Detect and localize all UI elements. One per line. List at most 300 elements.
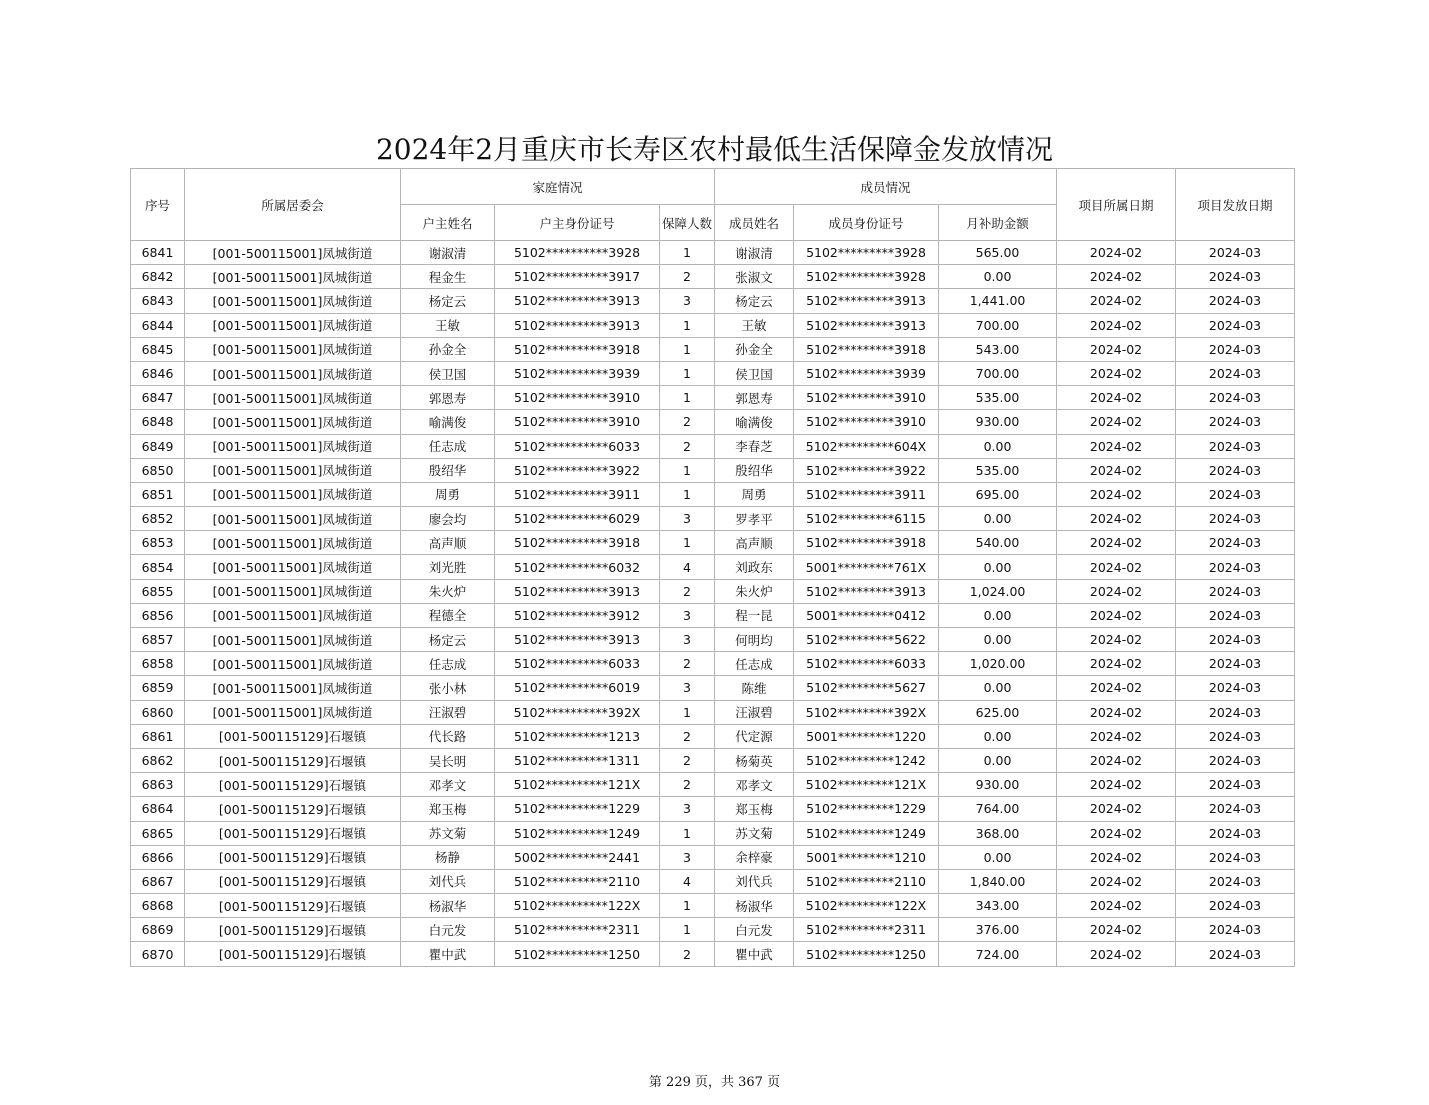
member-name-cell: 侯卫国: [715, 361, 794, 385]
table-row: [131, 458, 1295, 482]
project-date-cell: 2024-02: [1057, 603, 1176, 627]
issue-date-cell: 2024-03: [1176, 241, 1295, 265]
head-id-cell: 5102**********3910: [495, 386, 660, 410]
committee-cell: [001-500115129]石堰镇: [185, 821, 401, 845]
issue-date-cell: 2024-03: [1176, 410, 1295, 434]
head-id-cell: 5102**********3910: [495, 410, 660, 434]
member-id-cell: 5102*********3910: [794, 386, 939, 410]
member-name-cell: 邓孝文: [715, 773, 794, 797]
member-name-cell: 谢淑清: [715, 241, 794, 265]
issue-date-cell: 2024-03: [1176, 434, 1295, 458]
head-name-cell: 郭恩寿: [401, 386, 495, 410]
table-row: [131, 289, 1295, 313]
project-date-cell: 2024-02: [1057, 676, 1176, 700]
head-name-cell: 任志成: [401, 652, 495, 676]
head-name-cell: 朱火炉: [401, 579, 495, 603]
header-insured-count: 保障人数: [660, 205, 715, 241]
table-row: [131, 603, 1295, 627]
head-name-cell: 周勇: [401, 482, 495, 506]
issue-date-cell: 2024-03: [1176, 265, 1295, 289]
seq-cell: 6854: [131, 555, 185, 579]
head-name-cell: 孙金全: [401, 337, 495, 361]
table-row: [131, 628, 1295, 652]
issue-date-cell: 2024-03: [1176, 386, 1295, 410]
seq-cell: 6865: [131, 821, 185, 845]
committee-cell: [001-500115001]凤城街道: [185, 700, 401, 724]
committee-cell: [001-500115001]凤城街道: [185, 555, 401, 579]
insured-count-cell: 1: [660, 821, 715, 845]
insured-count-cell: 1: [660, 313, 715, 337]
member-name-cell: 王敏: [715, 313, 794, 337]
monthly-amount-cell: 535.00: [939, 458, 1057, 482]
project-date-cell: 2024-02: [1057, 361, 1176, 385]
issue-date-cell: 2024-03: [1176, 894, 1295, 918]
project-date-cell: 2024-02: [1057, 579, 1176, 603]
head-id-cell: 5102**********3928: [495, 241, 660, 265]
head-name-cell: 刘光胜: [401, 555, 495, 579]
member-id-cell: 5102*********3928: [794, 265, 939, 289]
monthly-amount-cell: 0.00: [939, 265, 1057, 289]
member-name-cell: 郭恩寿: [715, 386, 794, 410]
monthly-amount-cell: 0.00: [939, 507, 1057, 531]
project-date-cell: 2024-02: [1057, 700, 1176, 724]
head-id-cell: 5102**********6032: [495, 555, 660, 579]
project-date-cell: 2024-02: [1057, 410, 1176, 434]
seq-cell: 6842: [131, 265, 185, 289]
head-id-cell: 5102**********3922: [495, 458, 660, 482]
insured-count-cell: 1: [660, 386, 715, 410]
project-date-cell: 2024-02: [1057, 531, 1176, 555]
member-name-cell: 刘政东: [715, 555, 794, 579]
member-name-cell: 喻满俊: [715, 410, 794, 434]
insured-count-cell: 2: [660, 942, 715, 966]
head-id-cell: 5102**********122X: [495, 894, 660, 918]
member-name-cell: 罗孝平: [715, 507, 794, 531]
head-name-cell: 高声顺: [401, 531, 495, 555]
member-name-cell: 殷绍华: [715, 458, 794, 482]
committee-cell: [001-500115001]凤城街道: [185, 313, 401, 337]
head-id-cell: 5102**********6033: [495, 652, 660, 676]
issue-date-cell: 2024-03: [1176, 361, 1295, 385]
head-name-cell: 殷绍华: [401, 458, 495, 482]
head-name-cell: 任志成: [401, 434, 495, 458]
issue-date-cell: 2024-03: [1176, 869, 1295, 893]
committee-cell: [001-500115001]凤城街道: [185, 434, 401, 458]
issue-date-cell: 2024-03: [1176, 918, 1295, 942]
seq-cell: 6870: [131, 942, 185, 966]
issue-date-cell: 2024-03: [1176, 313, 1295, 337]
seq-cell: 6852: [131, 507, 185, 531]
issue-date-cell: 2024-03: [1176, 773, 1295, 797]
project-date-cell: 2024-02: [1057, 894, 1176, 918]
project-date-cell: 2024-02: [1057, 555, 1176, 579]
member-id-cell: 5102*********1250: [794, 942, 939, 966]
table-body: [131, 241, 1295, 967]
member-id-cell: 5001*********1210: [794, 845, 939, 869]
table-row: [131, 555, 1295, 579]
header-family-group: 家庭情况: [401, 169, 715, 205]
issue-date-cell: 2024-03: [1176, 748, 1295, 772]
insured-count-cell: 3: [660, 289, 715, 313]
committee-cell: [001-500115129]石堰镇: [185, 773, 401, 797]
table-row: [131, 579, 1295, 603]
member-id-cell: 5102*********1249: [794, 821, 939, 845]
member-id-cell: 5102*********3910: [794, 410, 939, 434]
issue-date-cell: 2024-03: [1176, 289, 1295, 313]
project-date-cell: 2024-02: [1057, 652, 1176, 676]
project-date-cell: 2024-02: [1057, 797, 1176, 821]
head-id-cell: 5102**********3913: [495, 289, 660, 313]
table-row: [131, 337, 1295, 361]
issue-date-cell: 2024-03: [1176, 821, 1295, 845]
head-name-cell: 杨定云: [401, 628, 495, 652]
member-name-cell: 苏文菊: [715, 821, 794, 845]
table-row: [131, 748, 1295, 772]
head-name-cell: 侯卫国: [401, 361, 495, 385]
insured-count-cell: 1: [660, 241, 715, 265]
committee-cell: [001-500115001]凤城街道: [185, 410, 401, 434]
committee-cell: [001-500115129]石堰镇: [185, 918, 401, 942]
issue-date-cell: 2024-03: [1176, 531, 1295, 555]
head-id-cell: 5102**********1213: [495, 724, 660, 748]
head-id-cell: 5102**********3918: [495, 531, 660, 555]
project-date-cell: 2024-02: [1057, 748, 1176, 772]
issue-date-cell: 2024-03: [1176, 700, 1295, 724]
monthly-amount-cell: 565.00: [939, 241, 1057, 265]
committee-cell: [001-500115001]凤城街道: [185, 265, 401, 289]
committee-cell: [001-500115129]石堰镇: [185, 894, 401, 918]
monthly-amount-cell: 0.00: [939, 628, 1057, 652]
member-id-cell: 5102*********5627: [794, 676, 939, 700]
monthly-amount-cell: 343.00: [939, 894, 1057, 918]
issue-date-cell: 2024-03: [1176, 652, 1295, 676]
seq-cell: 6859: [131, 676, 185, 700]
insured-count-cell: 4: [660, 555, 715, 579]
table-row: [131, 845, 1295, 869]
project-date-cell: 2024-02: [1057, 507, 1176, 531]
monthly-amount-cell: 930.00: [939, 773, 1057, 797]
member-name-cell: 李春芝: [715, 434, 794, 458]
seq-cell: 6858: [131, 652, 185, 676]
head-id-cell: 5102**********1311: [495, 748, 660, 772]
committee-cell: [001-500115001]凤城街道: [185, 337, 401, 361]
project-date-cell: 2024-02: [1057, 289, 1176, 313]
insured-count-cell: 2: [660, 748, 715, 772]
member-name-cell: 任志成: [715, 652, 794, 676]
table-row: [131, 894, 1295, 918]
committee-cell: [001-500115001]凤城街道: [185, 289, 401, 313]
seq-cell: 6855: [131, 579, 185, 603]
committee-cell: [001-500115001]凤城街道: [185, 531, 401, 555]
insured-count-cell: 2: [660, 579, 715, 603]
monthly-amount-cell: 0.00: [939, 748, 1057, 772]
project-date-cell: 2024-02: [1057, 918, 1176, 942]
head-id-cell: 5102**********121X: [495, 773, 660, 797]
issue-date-cell: 2024-03: [1176, 458, 1295, 482]
head-id-cell: 5102**********1229: [495, 797, 660, 821]
committee-cell: [001-500115001]凤城街道: [185, 652, 401, 676]
table-row: [131, 918, 1295, 942]
head-id-cell: 5102**********6019: [495, 676, 660, 700]
committee-cell: [001-500115001]凤城街道: [185, 507, 401, 531]
project-date-cell: 2024-02: [1057, 313, 1176, 337]
seq-cell: 6867: [131, 869, 185, 893]
member-id-cell: 5102*********3918: [794, 531, 939, 555]
issue-date-cell: 2024-03: [1176, 797, 1295, 821]
seq-cell: 6843: [131, 289, 185, 313]
monthly-amount-cell: 0.00: [939, 555, 1057, 579]
member-name-cell: 孙金全: [715, 337, 794, 361]
monthly-amount-cell: 535.00: [939, 386, 1057, 410]
table-row: [131, 797, 1295, 821]
seq-cell: 6845: [131, 337, 185, 361]
head-name-cell: 刘代兵: [401, 869, 495, 893]
table-row: [131, 482, 1295, 506]
insured-count-cell: 3: [660, 845, 715, 869]
member-id-cell: 5102*********2311: [794, 918, 939, 942]
insured-count-cell: 1: [660, 918, 715, 942]
project-date-cell: 2024-02: [1057, 773, 1176, 797]
table-row: [131, 265, 1295, 289]
member-id-cell: 5102*********6033: [794, 652, 939, 676]
table-row: [131, 869, 1295, 893]
seq-cell: 6857: [131, 628, 185, 652]
committee-cell: [001-500115129]石堰镇: [185, 797, 401, 821]
table-row: [131, 410, 1295, 434]
member-name-cell: 杨淑华: [715, 894, 794, 918]
issue-date-cell: 2024-03: [1176, 724, 1295, 748]
head-id-cell: 5002**********2441: [495, 845, 660, 869]
head-id-cell: 5102**********3913: [495, 628, 660, 652]
insured-count-cell: 1: [660, 361, 715, 385]
member-id-cell: 5102*********2110: [794, 869, 939, 893]
member-name-cell: 瞿中武: [715, 942, 794, 966]
project-date-cell: 2024-02: [1057, 337, 1176, 361]
member-name-cell: 刘代兵: [715, 869, 794, 893]
table-row: [131, 700, 1295, 724]
head-id-cell: 5102**********6033: [495, 434, 660, 458]
seq-cell: 6844: [131, 313, 185, 337]
header-head-name: 户主姓名: [401, 205, 495, 241]
seq-cell: 6850: [131, 458, 185, 482]
table-header: [131, 169, 1295, 241]
insured-count-cell: 3: [660, 603, 715, 627]
committee-cell: [001-500115129]石堰镇: [185, 869, 401, 893]
head-id-cell: 5102**********2110: [495, 869, 660, 893]
monthly-amount-cell: 764.00: [939, 797, 1057, 821]
committee-cell: [001-500115001]凤城街道: [185, 603, 401, 627]
header-seq: 序号: [131, 169, 185, 241]
project-date-cell: 2024-02: [1057, 434, 1176, 458]
monthly-amount-cell: 0.00: [939, 845, 1057, 869]
table-row: [131, 676, 1295, 700]
member-id-cell: 5102*********122X: [794, 894, 939, 918]
head-name-cell: 王敏: [401, 313, 495, 337]
insured-count-cell: 2: [660, 434, 715, 458]
member-id-cell: 5102*********1242: [794, 748, 939, 772]
head-id-cell: 5102**********3939: [495, 361, 660, 385]
monthly-amount-cell: 0.00: [939, 603, 1057, 627]
seq-cell: 6849: [131, 434, 185, 458]
insured-count-cell: 3: [660, 507, 715, 531]
issue-date-cell: 2024-03: [1176, 507, 1295, 531]
member-name-cell: 朱火炉: [715, 579, 794, 603]
insured-count-cell: 2: [660, 724, 715, 748]
header-project-date: 项目所属日期: [1057, 169, 1176, 241]
table-row: [131, 531, 1295, 555]
head-id-cell: 5102**********3912: [495, 603, 660, 627]
head-name-cell: 代长路: [401, 724, 495, 748]
member-id-cell: 5102*********3928: [794, 241, 939, 265]
member-id-cell: 5102*********3922: [794, 458, 939, 482]
project-date-cell: 2024-02: [1057, 482, 1176, 506]
insured-count-cell: 1: [660, 482, 715, 506]
table-row: [131, 652, 1295, 676]
table-row: [131, 241, 1295, 265]
table-row: [131, 361, 1295, 385]
monthly-amount-cell: 930.00: [939, 410, 1057, 434]
head-id-cell: 5102**********1250: [495, 942, 660, 966]
head-name-cell: 杨定云: [401, 289, 495, 313]
table-row: [131, 507, 1295, 531]
head-name-cell: 谢淑清: [401, 241, 495, 265]
committee-cell: [001-500115001]凤城街道: [185, 458, 401, 482]
head-id-cell: 5102**********3913: [495, 579, 660, 603]
head-id-cell: 5102**********1249: [495, 821, 660, 845]
seq-cell: 6861: [131, 724, 185, 748]
head-name-cell: 程德全: [401, 603, 495, 627]
project-date-cell: 2024-02: [1057, 386, 1176, 410]
table-row: [131, 386, 1295, 410]
member-name-cell: 杨定云: [715, 289, 794, 313]
monthly-amount-cell: 540.00: [939, 531, 1057, 555]
monthly-amount-cell: 700.00: [939, 361, 1057, 385]
seq-cell: 6868: [131, 894, 185, 918]
seq-cell: 6860: [131, 700, 185, 724]
member-id-cell: 5102*********121X: [794, 773, 939, 797]
seq-cell: 6869: [131, 918, 185, 942]
head-name-cell: 杨静: [401, 845, 495, 869]
header-member-group: 成员情况: [715, 169, 1057, 205]
committee-cell: [001-500115001]凤城街道: [185, 676, 401, 700]
insured-count-cell: 2: [660, 410, 715, 434]
project-date-cell: 2024-02: [1057, 845, 1176, 869]
seq-cell: 6847: [131, 386, 185, 410]
committee-cell: [001-500115001]凤城街道: [185, 386, 401, 410]
head-id-cell: 5102**********2311: [495, 918, 660, 942]
head-name-cell: 喻满俊: [401, 410, 495, 434]
head-name-cell: 白元发: [401, 918, 495, 942]
seq-cell: 6862: [131, 748, 185, 772]
project-date-cell: 2024-02: [1057, 241, 1176, 265]
insured-count-cell: 4: [660, 869, 715, 893]
committee-cell: [001-500115001]凤城街道: [185, 482, 401, 506]
member-id-cell: 5102*********3918: [794, 337, 939, 361]
committee-cell: [001-500115001]凤城街道: [185, 579, 401, 603]
member-name-cell: 杨菊英: [715, 748, 794, 772]
head-id-cell: 5102**********3917: [495, 265, 660, 289]
seq-cell: 6863: [131, 773, 185, 797]
monthly-amount-cell: 368.00: [939, 821, 1057, 845]
member-name-cell: 周勇: [715, 482, 794, 506]
insured-count-cell: 1: [660, 700, 715, 724]
member-id-cell: 5001*********761X: [794, 555, 939, 579]
head-name-cell: 程金生: [401, 265, 495, 289]
insured-count-cell: 2: [660, 773, 715, 797]
head-name-cell: 郑玉梅: [401, 797, 495, 821]
issue-date-cell: 2024-03: [1176, 676, 1295, 700]
project-date-cell: 2024-02: [1057, 942, 1176, 966]
monthly-amount-cell: 0.00: [939, 724, 1057, 748]
project-date-cell: 2024-02: [1057, 869, 1176, 893]
issue-date-cell: 2024-03: [1176, 942, 1295, 966]
member-id-cell: 5001*********1220: [794, 724, 939, 748]
head-name-cell: 杨淑华: [401, 894, 495, 918]
issue-date-cell: 2024-03: [1176, 603, 1295, 627]
table-row: [131, 773, 1295, 797]
monthly-amount-cell: 1,024.00: [939, 579, 1057, 603]
head-name-cell: 张小林: [401, 676, 495, 700]
seq-cell: 6856: [131, 603, 185, 627]
project-date-cell: 2024-02: [1057, 458, 1176, 482]
committee-cell: [001-500115001]凤城街道: [185, 241, 401, 265]
insured-count-cell: 2: [660, 652, 715, 676]
issue-date-cell: 2024-03: [1176, 555, 1295, 579]
member-id-cell: 5102*********1229: [794, 797, 939, 821]
head-name-cell: 吴长明: [401, 748, 495, 772]
monthly-amount-cell: 376.00: [939, 918, 1057, 942]
member-name-cell: 白元发: [715, 918, 794, 942]
seq-cell: 6864: [131, 797, 185, 821]
committee-cell: [001-500115129]石堰镇: [185, 942, 401, 966]
monthly-amount-cell: 1,441.00: [939, 289, 1057, 313]
monthly-amount-cell: 0.00: [939, 434, 1057, 458]
header-issue-date: 项目发放日期: [1176, 169, 1295, 241]
member-name-cell: 高声顺: [715, 531, 794, 555]
head-name-cell: 廖会均: [401, 507, 495, 531]
member-id-cell: 5102*********3911: [794, 482, 939, 506]
monthly-amount-cell: 1,020.00: [939, 652, 1057, 676]
insured-count-cell: 1: [660, 894, 715, 918]
head-id-cell: 5102**********3911: [495, 482, 660, 506]
seq-cell: 6846: [131, 361, 185, 385]
header-member-name: 成员姓名: [715, 205, 794, 241]
seq-cell: 6848: [131, 410, 185, 434]
table-row: [131, 821, 1295, 845]
monthly-amount-cell: 0.00: [939, 676, 1057, 700]
header-monthly-amount: 月补助金额: [939, 205, 1057, 241]
head-name-cell: 汪淑碧: [401, 700, 495, 724]
insured-count-cell: 3: [660, 676, 715, 700]
committee-cell: [001-500115001]凤城街道: [185, 628, 401, 652]
head-id-cell: 5102**********6029: [495, 507, 660, 531]
project-date-cell: 2024-02: [1057, 628, 1176, 652]
table-row: [131, 724, 1295, 748]
seq-cell: 6841: [131, 241, 185, 265]
member-name-cell: 汪淑碧: [715, 700, 794, 724]
header-committee: 所属居委会: [185, 169, 401, 241]
head-name-cell: 苏文菊: [401, 821, 495, 845]
member-name-cell: 郑玉梅: [715, 797, 794, 821]
member-name-cell: 余梓豪: [715, 845, 794, 869]
header-head-id: 户主身份证号: [495, 205, 660, 241]
insured-count-cell: 2: [660, 265, 715, 289]
seq-cell: 6866: [131, 845, 185, 869]
member-id-cell: 5102*********5622: [794, 628, 939, 652]
page-title: 2024年2月重庆市长寿区农村最低生活保障金发放情况: [375, 133, 1054, 166]
member-id-cell: 5102*********3939: [794, 361, 939, 385]
committee-cell: [001-500115129]石堰镇: [185, 724, 401, 748]
